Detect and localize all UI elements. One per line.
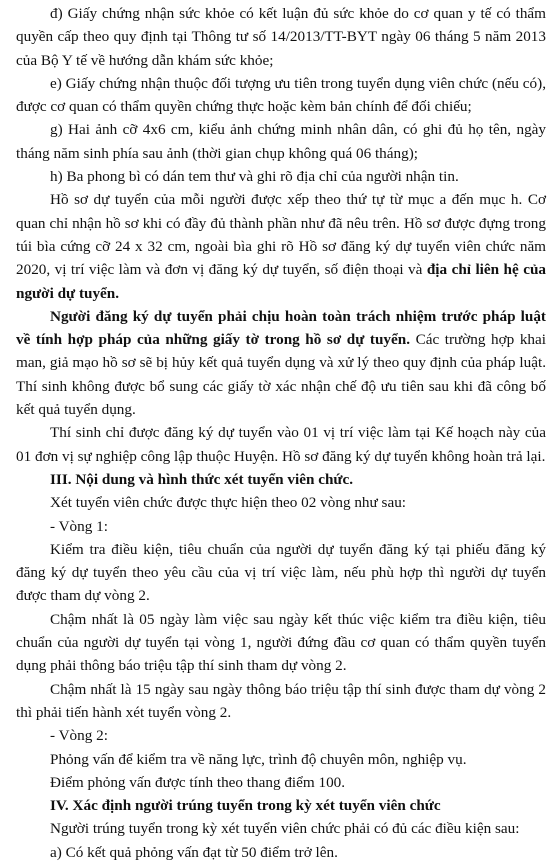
paragraph-interview-score: Điểm phỏng vấn được tính theo thang điểm 100. — [50, 773, 346, 791]
responsibility-bold: Người đăng ký dự tuyển phải chịu hoàn toàn trách nhiệm trước pháp luật về tính hợp pháp của những giấy tờ trong hồ sơ dự tuyển. — [16, 307, 546, 349]
paragraph-health-certificate: đ) Giấy chứng nhận sức khỏe có kết luận đủ sức khỏe do cơ quan y tế có thẩm quyền cấp theo quy định tại Thông tư số 14/2013/TT-BYT ngày 06 tháng 5 năm 2013 của Bộ Y tế về hướng dẫn khám sức khỏe; — [16, 5, 546, 69]
paragraph-condition-a: a) Có kết quả phỏng vấn đạt từ 50 điểm trở lên. — [50, 843, 338, 861]
paragraph-round-1-check: Kiểm tra điều kiện, tiêu chuẩn của người dự tuyển đăng ký tại phiếu đăng ký đăng ký dự tuyển theo yêu cầu của vị trí việc làm, nếu phù hợp thì người dự tuyển được tham dự vòng 2. — [16, 540, 546, 605]
responsibility-text: Các trường hợp khai man, giả mạo hồ sơ sẽ bị hủy kết quả tuyển dụng và xử lý theo quy định của pháp luật. Thí sinh không được bổ sung các giấy tờ xác nhận chế độ ưu tiên sau khi đã công bố kết quả tuyển dụng. — [16, 331, 546, 419]
paragraph-responsibility — [16, 305, 546, 421]
section-heading-iv: IV. Xác định người trúng tuyển trong kỳ xét tuyển viên chức — [50, 797, 441, 815]
paragraph-interview: Phỏng vấn để kiểm tra về năng lực, trình độ chuyên môn, nghiệp vụ. — [50, 750, 467, 768]
paragraph-round-1-deadline: Chậm nhất là 05 ngày làm việc sau ngày kết thúc việc kiểm tra điều kiện, tiêu chuẩn của người dự tuyển tại vòng 1, người đứng đầu cơ quan có thẩm quyền tuyển dụng phải thông báo triệu tập thí sinh tham dự vòng 2. — [16, 610, 546, 675]
paragraph-two-rounds: Xét tuyển viên chức được thực hiện theo 02 vòng như sau: — [50, 494, 407, 512]
paragraph-winner-conditions: Người trúng tuyển trong kỳ xét tuyển viên chức phải có đủ các điều kiện sau: — [50, 820, 520, 838]
paragraph-photos: g) Hai ảnh cỡ 4x6 cm, kiểu ảnh chứng minh nhân dân, có ghi đủ họ tên, ngày tháng năm sinh phía sau ảnh (thời gian chụp không quá 06 tháng); — [16, 121, 546, 162]
paragraph-envelopes: h) Ba phong bì có dán tem thư và ghi rõ địa chỉ của người nhận tin. — [50, 168, 459, 186]
paragraph-round-2-deadline: Chậm nhất là 15 ngày sau ngày thông báo triệu tập thí sinh được tham dự vòng 2 thì phải tiến hành xét tuyển vòng 2. — [16, 680, 546, 721]
paragraph-single-position: Thí sinh chỉ được đăng ký dự tuyển vào 01 vị trí việc làm tại Kế hoạch này của 01 đơn vị sự nghiệp công lập thuộc Huyện. Hồ sơ đăng ký dự tuyển không hoàn trả lại. — [16, 424, 546, 465]
paragraph-round-2-label: - Vòng 2: — [50, 727, 108, 745]
dossier-contact-bold: địa chỉ liên hệ của người dự tuyển. — [16, 261, 546, 302]
paragraph-round-1-label: - Vòng 1: — [50, 517, 108, 535]
paragraph-dossier-order — [16, 188, 546, 304]
dossier-order-text: Hồ sơ dự tuyển của mỗi người được xếp theo thứ tự từ mục a đến mục h. Cơ quan chỉ nhận hồ sơ khi có đầy đủ thành phần như đã nêu trên. Hồ sơ được đựng trong túi bìa cứng cỡ 24 x 32 cm, ngoài bìa ghi rõ Hồ sơ đăng ký dự tuyển viên chức năm 2020, vị trí việc làm và đơn vị đăng ký dự tuyển, số điện thoại và — [16, 191, 546, 279]
section-heading-iii: III. Nội dung và hình thức xét tuyển viên chức. — [50, 470, 354, 488]
paragraph-priority-certificate: e) Giấy chứng nhận thuộc đối tượng ưu tiên trong tuyển dụng viên chức (nếu có), được cơ quan có thẩm quyền chứng thực hoặc kèm bản chính để đối chiếu; — [16, 74, 546, 116]
